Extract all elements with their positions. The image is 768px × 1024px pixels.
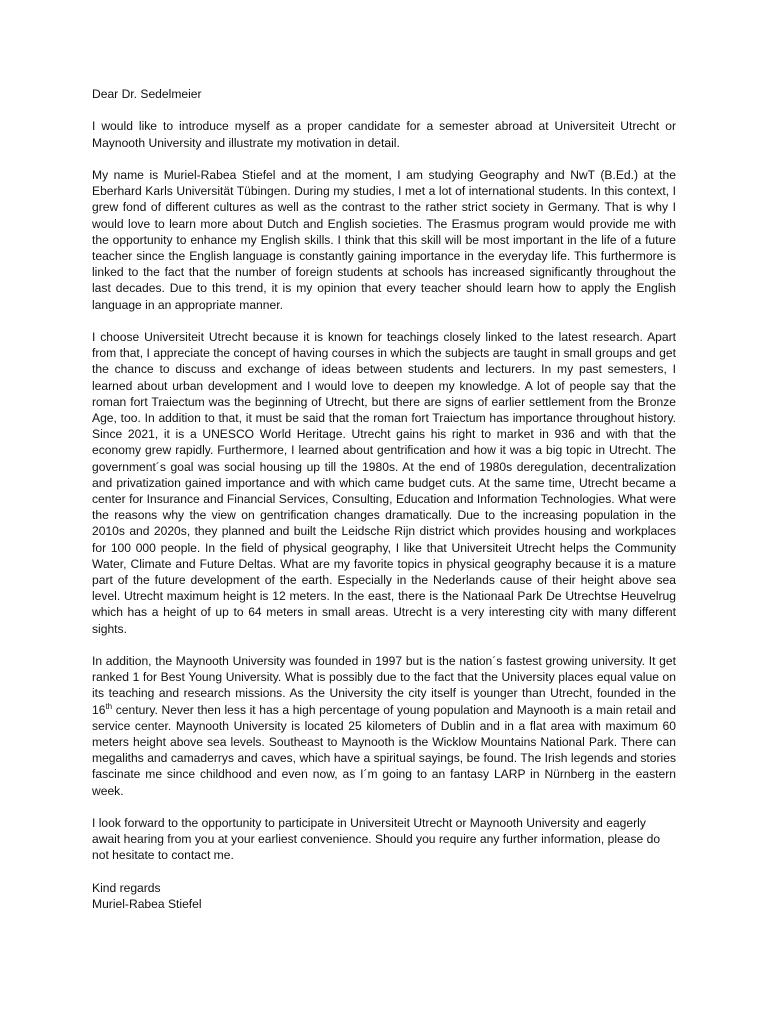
closing-paragraph: I look forward to the opportunity to participate in Universiteit Utrecht or Maynooth University and eagerly await hearing from you at your earliest convenience. Should you require any further information, please do not hesitate to contact me. bbox=[92, 816, 661, 863]
salutation: Dear Dr. Sedelmeier bbox=[92, 87, 202, 101]
utrecht-paragraph: I choose Universiteit Utrecht because it is known for teachings closely linked to the latest research. Apart from that, I appreciate the concept of having courses in which the subjects are taught in small groups and get the chance to discuss and exchange of ideas between students and lecturers. In my past semesters, I learned about urban development and I would love to deepen my knowledge. A lot of people say that the roman fort Traiectum was the beginning of Utrecht, but there are signs of earlier settlement from the Bronze Age, too. In addition to that, it must be said that the roman fort Traiectum has importance throughout history. Since 2021, it is a UNESCO World Heritage. Utrecht gains his right to market in 936 and with that the economy grew rapidly. Furthermore, I learned about gentrification and how it was a big topic in Utrecht. The government´s goal was social housing up till the 1980s. At the end of 1980s deregulation, decentralization and privatization gained importance and with which came budget cuts. At the same time, Utrecht became a center for Insurance and Financial Services, Consulting, Education and Information Technologies. What were the reasons why the view on gentrification changes dramatically. Due to the increasing population in the 2010s and 2020s, they planned and built the Leidsche Rijn district which provides housing and workplaces for 100 000 people. In the field of physical geography, I like that Universiteit Utrecht helps the Community Water, Climate and Future Deltas. What are my favorite topics in physical geography because it is a mature part of the future development of the earth. Especially in the Nederlands cause of their height above sea level. Utrecht maximum height is 12 meters. In the east, there is the Nationaal Park De Utrechtse Heuvelrug which has a height of up to 64 meters in small areas. Utrecht is a very interesting city with many different sights. bbox=[92, 330, 676, 636]
maynooth-text-before: In addition, the Maynooth University was founded in 1997 but is the nation´s fastest growing university. It get ranked 1 for Best Young University. What is possibly due to the fact that the University places equal value on its teaching and research missions. As the University the city itself is younger than Utrecht, founded in the 16 bbox=[92, 654, 676, 717]
closing-phrase: Kind regards bbox=[92, 880, 161, 895]
signature-name: Muriel-Rabea Stiefel bbox=[92, 897, 202, 912]
ordinal-suffix: th bbox=[105, 701, 113, 711]
letter-page bbox=[92, 86, 676, 912]
intro-paragraph: I would like to introduce myself as a proper candidate for a semester abroad at Universiteit Utrecht or Maynooth University and illustrate my motivation in detail. bbox=[92, 119, 676, 150]
background-paragraph: My name is Muriel-Rabea Stiefel and at the moment, I am studying Geography and NwT (B.Ed.) at the Eberhard Karls Universität Tübingen. During my studies, I met a lot of international students. In this context, I grew fond of different cultures as well as the contrast to the rather strict society in Germany. That is why I would love to learn more about Dutch and English societies. The Erasmus program would provide me with the opportunity to enhance my English skills. I think that this skill will be most important in the life of a future teacher since the English language is constantly gaining importance in the everyday life. This furthermore is linked to the fact that the number of foreign students at schools has increased significantly throughout the last decades. Due to this trend, it is my opinion that every teacher should learn how to apply the English language in an appropriate manner. bbox=[92, 167, 676, 312]
maynooth-paragraph bbox=[92, 653, 676, 799]
maynooth-text-after: century. Never then less it has a high percentage of young population and Maynooth is a main retail and service center. Maynooth University is located 25 kilometers of Dublin and in a flat area with maximum 60 meters height above sea levels. Southeast to Maynooth is the Wicklow Mountains National Park. There can megaliths and camaderrys and caves, which have a spiritual sayings, be found. The Irish legends and stories fascinate me since childhood and even now, as I´m going to an fantasy LARP in Nürnberg in the eastern week. bbox=[92, 702, 676, 798]
